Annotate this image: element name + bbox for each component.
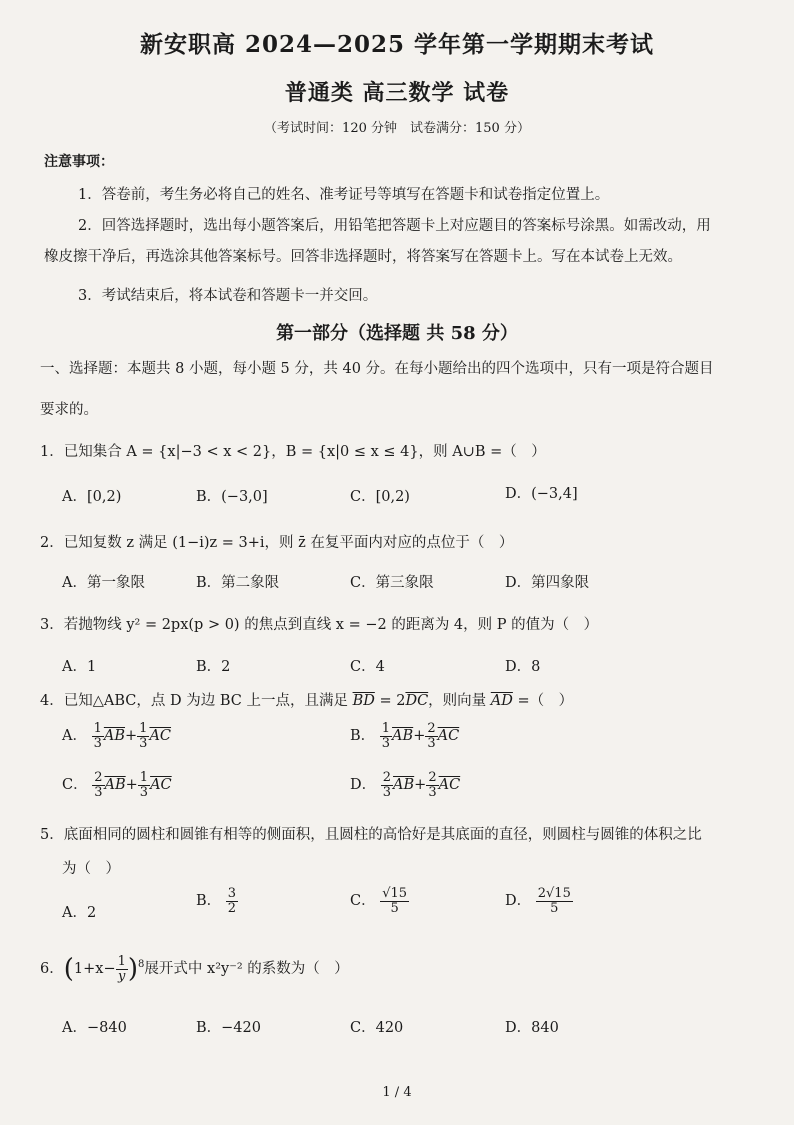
notice-line-1: 1．答卷前，考生务必将自己的姓名、准考证号等填写在答题卡和试卷指定位置上。	[78, 187, 610, 203]
page-number: 1 / 4	[382, 1085, 412, 1100]
question-2-option-a: A．第一象限	[62, 575, 145, 591]
question-5-option-d: D． $\frac{2√15}{5}$	[505, 886, 571, 916]
notice-line-3: 橡皮擦干净后，再选涂其他答案标号。回答非选择题时，将答案写在答题卡上。写在本试卷上无效。	[44, 249, 682, 265]
notice-heading: 注意事项：	[44, 154, 114, 170]
question-5-stem-line-2: 为（ ）	[62, 861, 120, 877]
question-4-option-a: A． $\frac{1}{3}$ $\overline{AB}+$ $\frac{1}{3}$ $\overline{AC}$	[62, 721, 172, 751]
question-3-option-a: A．1	[62, 659, 97, 675]
question-4-option-d: D． $\frac{2}{3}$ $\overline{AB}+$ $\frac{2}{3}$ $\overline{AC}$	[350, 770, 461, 800]
question-2-option-b: B．第二象限	[196, 575, 280, 591]
question-2-option-c: C．第三象限	[350, 575, 434, 591]
question-6-stem: 6．(1+x− $\frac{1}{y}$ )$^8$展开式中 x²y⁻² 的系数为（ ）	[40, 953, 349, 984]
section-title: 第一部分（选择题 共 58 分）	[276, 323, 518, 344]
question-2-stem: 2．已知复数 z 满足 (1−i)z = 3+i，则 z̄ 在复平面内对应的点位于（ ）	[40, 535, 514, 551]
question-4-stem: 4．已知△ABC，点 D 为边 BC 上一点，且满足 $\overline{BD} = 2\overline{DC}$，则向量 $\overline{AD}$ =（ ）	[40, 693, 574, 709]
question-6-option-a: A．−840	[62, 1020, 127, 1036]
question-3-option-b: B．2	[196, 659, 231, 675]
question-3-option-c: C．4	[350, 659, 385, 675]
exam-info: （考试时间：120 分钟 试卷满分：150 分）	[264, 121, 530, 136]
section-intro-2: 要求的。	[40, 402, 98, 418]
question-6-option-c: C．420	[350, 1020, 404, 1036]
question-6-option-d: D．840	[505, 1020, 559, 1036]
section-intro-1: 一、选择题：本题共 8 小题，每小题 5 分，共 40 分。在每小题给出的四个选项中，只有一项是符合题目	[40, 361, 714, 377]
question-5-stem-line-1: 5．底面相同的圆柱和圆锥有相等的侧面积，且圆柱的高恰好是其底面的直径，则圆柱与圆锥的体积之比	[40, 827, 702, 843]
notice-line-2: 2．回答选择题时，选出每小题答案后，用铅笔把答题卡上对应题目的答案标号涂黑。如需改动，用	[78, 218, 711, 234]
question-4-option-b: B． $\frac{1}{3}$ $\overline{AB}+$ $\frac{2}{3}$ $\overline{AC}$	[350, 721, 460, 751]
question-5-option-c: C． $\frac{√15}{5}$	[350, 886, 408, 916]
question-6-option-b: B．−420	[196, 1020, 261, 1036]
question-2-option-d: D．第四象限	[505, 575, 590, 591]
question-3-option-d: D．8	[505, 659, 541, 675]
question-3-stem: 3．若抛物线 y² = 2px(p > 0) 的焦点到直线 x = −2 的距离为 4，则 P 的值为（ ）	[40, 617, 599, 633]
question-5-option-a: A．2	[62, 905, 97, 921]
exam-title: 新安职高 2024—2025 学年第一学期期末考试	[139, 31, 655, 58]
question-1-option-b: B．(−3,0]	[196, 489, 268, 505]
question-1-option-c: C．[0,2)	[350, 489, 410, 505]
question-1-stem: 1．已知集合 A = {x|−3 < x < 2}，B = {x|0 ≤ x ≤ 4}，则 A∪B =（ ）	[40, 444, 546, 460]
question-1-option-a: A．[0,2)	[62, 489, 122, 505]
question-1-option-d: D．(−3,4]	[505, 486, 578, 502]
notice-line-4: 3．考试结束后，将本试卷和答题卡一并交回。	[78, 288, 378, 304]
question-4-option-c: C． $\frac{2}{3}$ $\overline{AB}+$ $\frac{1}{3}$ $\overline{AC}$	[62, 770, 172, 800]
question-5-option-b: B． $\frac{3}{2}$	[196, 886, 237, 916]
exam-subtitle: 普通类 高三数学 试卷	[284, 80, 510, 106]
